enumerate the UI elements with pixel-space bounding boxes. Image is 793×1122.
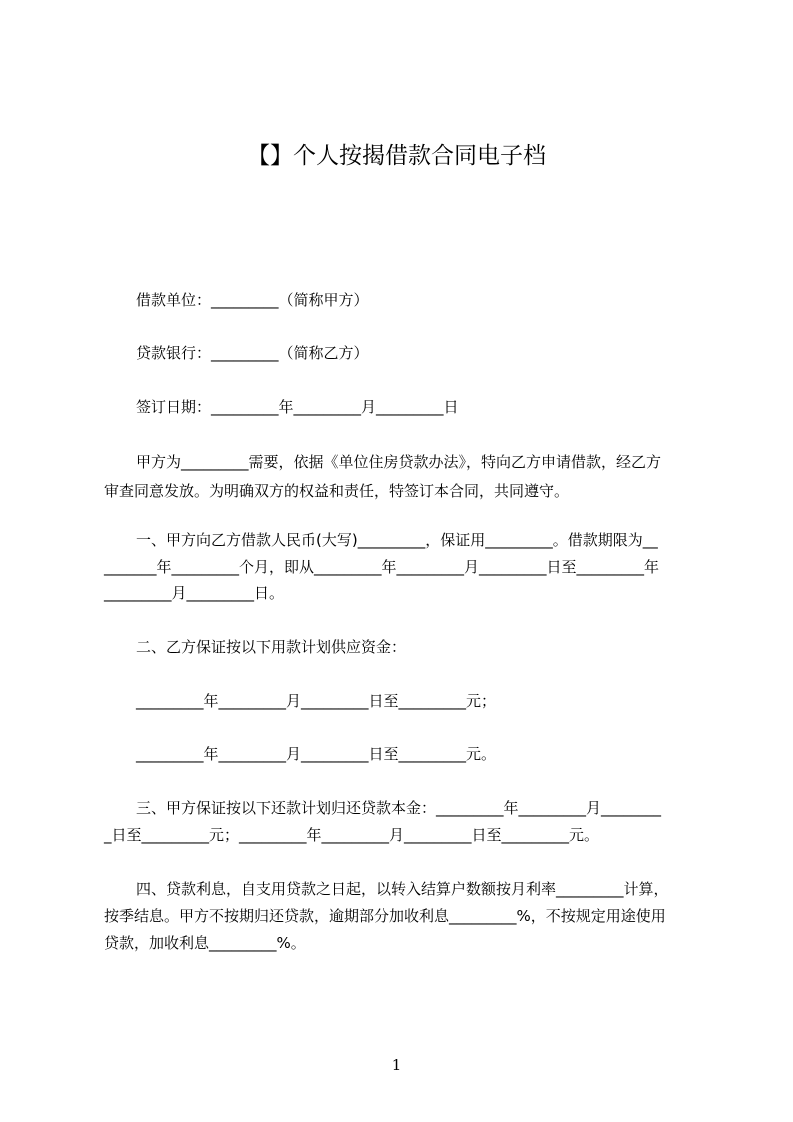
sign-date-line: 签订日期：_________年_________月_________日: [136, 398, 459, 416]
clause-1-line-3: _________月_________日。: [104, 584, 285, 602]
intro-paragraph-line-1: 甲方为_________需要，依据《单位住房贷款办法》，特向乙方申请借款，经乙方: [136, 453, 662, 471]
bank-line: 贷款银行：_________（简称乙方）: [136, 344, 369, 362]
clause-3-line-2: _日至_________元；_________年_________月_________日至_________元。: [104, 826, 600, 844]
page-number: 1: [391, 1056, 402, 1074]
clause-2-plan-2: _________年_________月_________日至_________元。: [136, 745, 497, 763]
clause-2-heading: 二、乙方保证按以下用款计划供应资金：: [136, 638, 407, 656]
clause-3-line-1: 三、甲方保证按以下还款计划归还贷款本金：_________年_________月________: [136, 799, 662, 817]
clause-1-line-2: _______年_________个月，即从_________年_________月_________日至_________年: [104, 558, 660, 576]
clause-4-line-3: 贷款，加收利息_________%。: [104, 934, 306, 952]
intro-paragraph-line-2: 审查同意发放。为明确双方的权益和责任，特签订本合同，共同遵守。: [104, 482, 570, 500]
clause-4-line-2: 按季结息。甲方不按期归还贷款，逾期部分加收利息_________%，不按规定用途使用: [104, 907, 666, 925]
clause-1-line-1: 一、甲方向乙方借款人民币(大写)_________，保证用_________。借款期限为__: [136, 531, 658, 549]
clause-2-plan-1: _________年_________月_________日至_________元；: [136, 692, 497, 710]
document-title: 【】个人按揭借款合同电子档: [247, 143, 546, 169]
borrower-line: 借款单位：_________（简称甲方）: [136, 291, 369, 309]
clause-4-line-1: 四、贷款利息，自支用贷款之日起，以转入结算户数额按月利率_________计算，: [136, 880, 669, 898]
